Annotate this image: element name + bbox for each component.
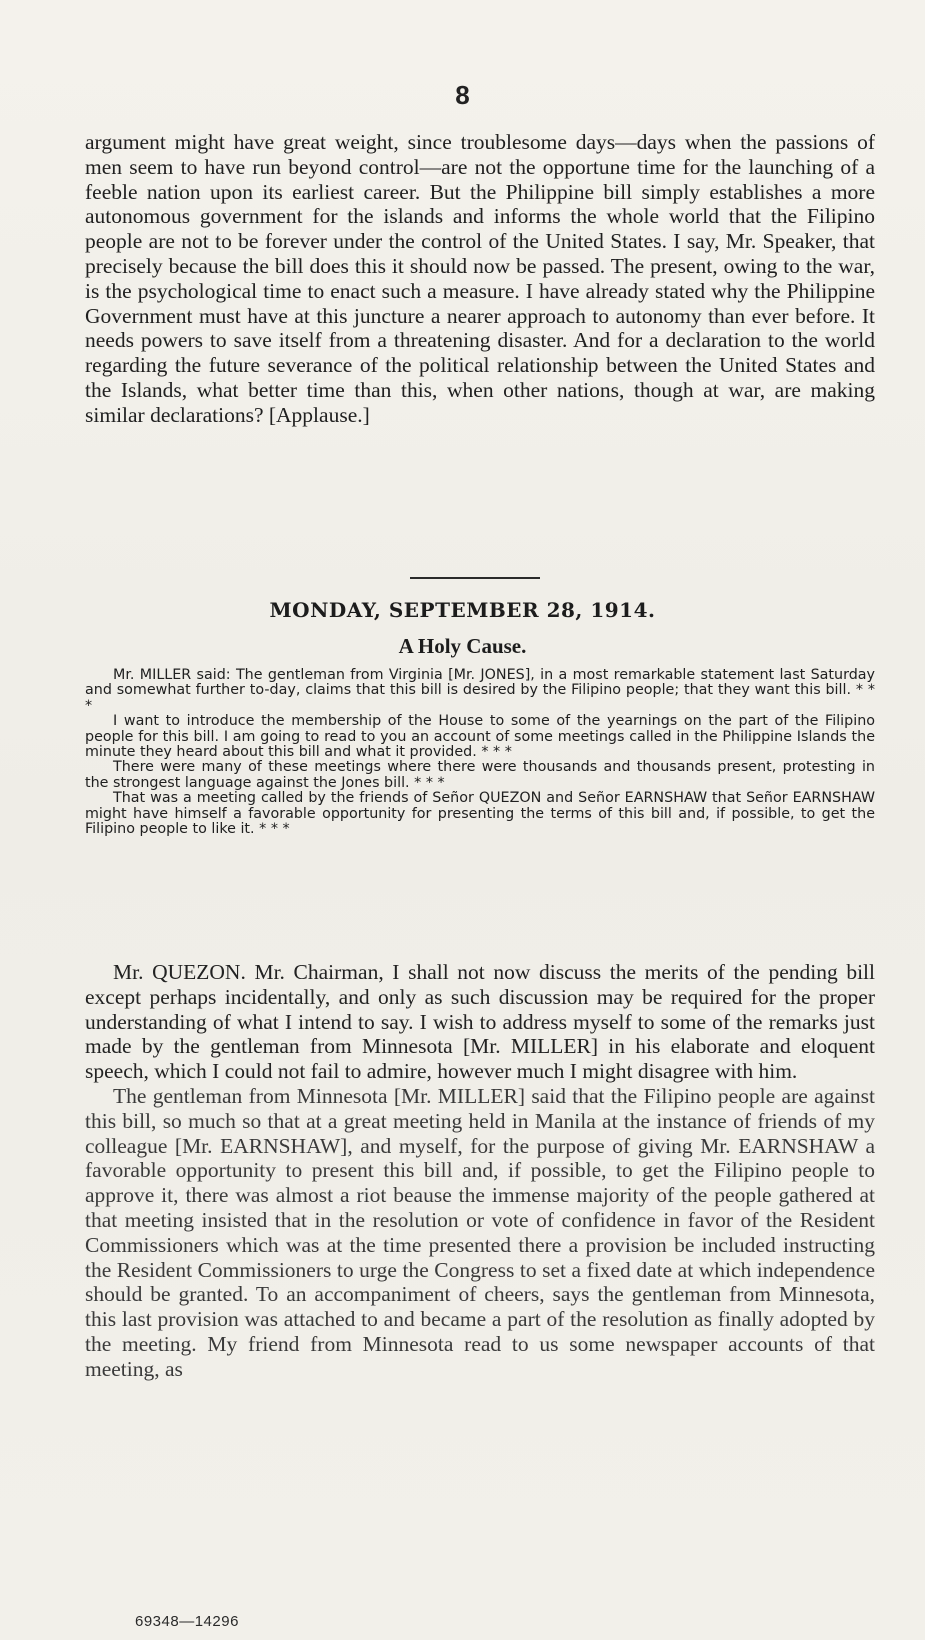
quote-paragraph: Mr. MILLER said: The gentleman from Virginia [Mr. JONES], in a most remarkable statement last Saturday and somewhat further to-day, claims that this bill is desired by the Filipino people; that they want this bill. * * * xyxy=(85,667,875,714)
reply-paragraph: The gentleman from Minnesota [Mr. MILLER] said that the Filipino people are against this bill, so much so that at a great meeting held in Manila at the instance of friends of my colleague [Mr. EARNSHAW], and myself, for the purpose of giving Mr. EARNSHAW a favorable opportunity to present this bill and, if possible, to get the Filipino people to approve it, there was almost a riot beause the immense majority of the people gathered at that meeting insisted that in the resolution or vote of confidence in favor of the Resident Commissioners which was at the time presented there a provision be included instructing the Resident Commissioners to urge the Congress to set a fixed date at which independence should be granted. To an accompaniment of cheers, says the gentleman from Minnesota, this last provision was attached to and became a part of the resolution as finally adopted by the meeting. My friend from Minnesota read to us some newspaper accounts of that meeting, as xyxy=(85,1083,875,1381)
intro-paragraph: argument might have great weight, since troublesome days—days when the passions of men seem to have run beyond control—are not the opportune time for the launching of a feeble nation upon its earliest career. But the Philippine bill simply establishes a more autonomous government for the islands and informs the whole world that the Filipino people are not to be forever under the control of the United States. I say, Mr. Speaker, that precisely because the bill does this it should now be passed. The present, owing to the war, is the psychological time to enact such a measure. I have already stated why the Philippine Government must have at this juncture a nearer approach to autonomy than ever before. It needs powers to save itself from a threatening disaster. And for a declaration to the world regarding the future severance of the political relationship between the United States and the Islands, what better time than this, when other nations, though at war, are making similar declarations? [Applause.] xyxy=(85,130,875,427)
quoted-remarks xyxy=(85,668,875,837)
quote-paragraph: That was a meeting called by the friends of Señor QUEZON and Señor EARNSHAW that Señor EARNSHAW might have himself a favorable opportunity for presenting the terms of this bill and, if possible, to get the Filipino people to like it. * * * xyxy=(85,790,875,838)
page-number: 8 xyxy=(455,80,470,110)
reply-paragraph: Mr. QUEZON. Mr. Chairman, I shall not now discuss the merits of the pending bill except perhaps incidentally, and only as such discussion may be required for the proper understanding of what I intend to say. I wish to address myself to some of the remarks just made by the gentleman from Minnesota [Mr. MILLER] in his elaborate and eloquent speech, which I could not fail to admire, however much I might disagree with him. xyxy=(85,960,875,1084)
reply-section xyxy=(85,960,875,1382)
print-code: 69348—14296 xyxy=(135,1613,239,1630)
date-heading: MONDAY, SEPTEMBER 28, 1914. xyxy=(269,598,656,622)
section-title: A Holy Cause. xyxy=(398,634,527,658)
quote-paragraph: I want to introduce the membership of the House to some of the yearnings on the part of the Filipino people for this bill. I am going to read to you an account of some meetings called in the Philippine Islands the minute they heard about this bill and what it provided. * * * xyxy=(85,713,875,761)
section-divider xyxy=(410,577,540,579)
quote-paragraph: There were many of these meetings where there were thousands and thousands present, protesting in the strongest language against the Jones bill. * * * xyxy=(85,759,875,791)
